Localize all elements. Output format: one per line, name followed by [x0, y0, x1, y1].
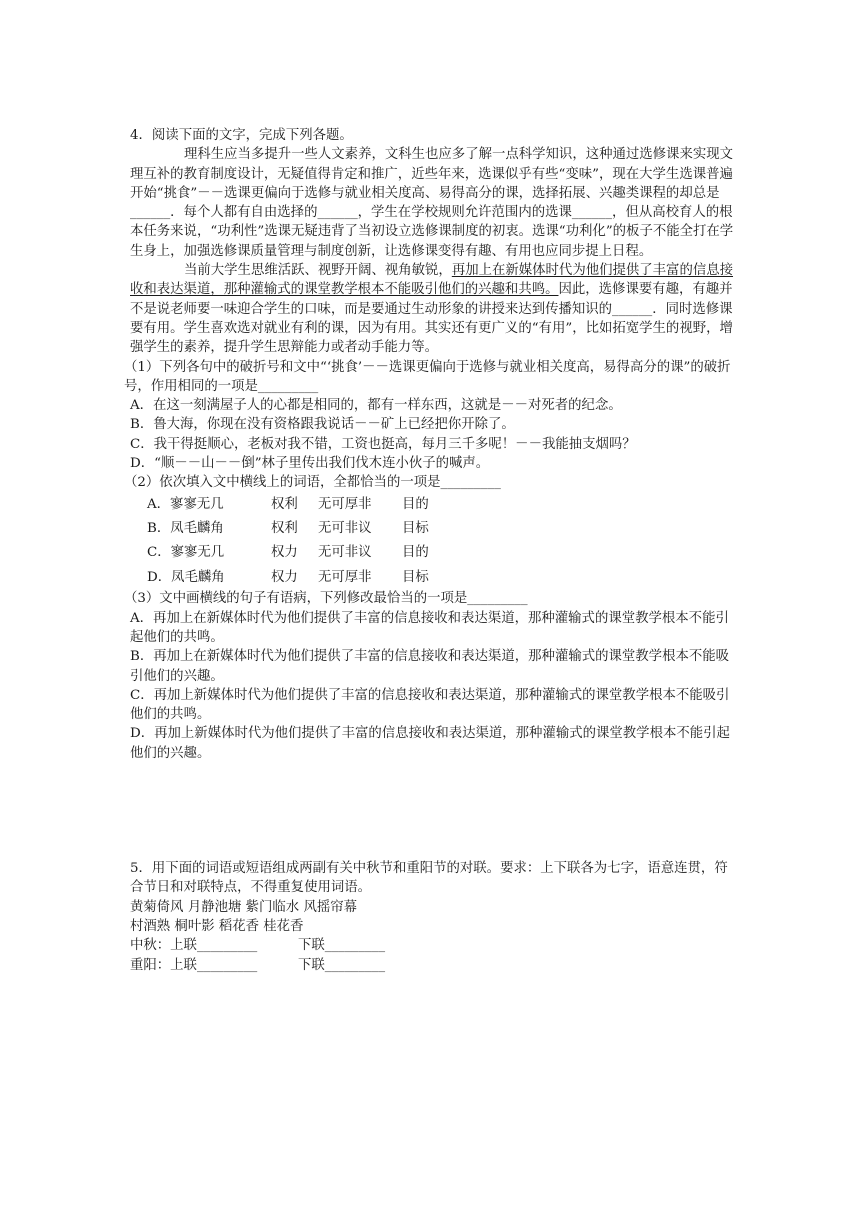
sub-question-3-stem: （3）文中画横线的句子有语病，下列修改最恰当的一项是_________	[124, 591, 528, 607]
sub-question-1-option-a: A．在这一刻满屋子人的心都是相同的，都有一样东西，这就是－－对死者的纪念。	[130, 398, 622, 414]
question-4	[124, 126, 738, 763]
sub-question-3-option-a: A．再加上在新媒体时代为他们提供了丰富的信息接收和表达渠道，那种灌输式的课堂教学根本不能引起他们的共鸣。	[130, 610, 729, 645]
sub-question-2-option-a	[130, 493, 738, 517]
sub-question-3-option-c: C．再加上新媒体时代为他们提供了丰富的信息接收和表达渠道，那种灌输式的课堂教学根本不能吸引他们的共鸣。	[130, 687, 730, 723]
sub-question-3-option-d: D．再加上新媒体时代为他们提供了丰富的信息接收和表达渠道，那种灌输式的课堂教学根本不能引起他们的兴趣。	[130, 726, 730, 761]
sub-question-2-option-c	[130, 541, 738, 565]
question-5-heading: 5．用下面的词语或短语组成两副有关中秋节和重阳节的对联。要求：上下联各为七字，语意连贯，符合节日和对联特点，不得重复使用词语。	[130, 861, 728, 896]
option-word-2: 权利	[271, 497, 298, 513]
sub-question-3-option-b: B．再加上在新媒体时代为他们提供了丰富的信息接收和表达渠道，那种灌输式的课堂教学根本不能吸引他们的兴趣。	[130, 649, 730, 684]
passage-paragraph-2	[130, 261, 738, 357]
chongyang-upper-blank: 重阳：上联_________	[130, 957, 258, 973]
sub-question-1-option-c: C．我干得挺顺心，老板对我不错，工资也挺高，每月三千多呢！－－我能抽支烟吗？	[130, 436, 636, 452]
sub-question-1-stem: （1）下列各句中的破折号和文中“‘挑食’－－选课更偏向于选修与就业相关度高，易得高分的课”的破折号，作用相同的一项是_________	[124, 359, 731, 394]
sub-question-1-option-b: B．鲁大海，你现在没有资格跟我说话－－矿上已经把你开除了。	[130, 417, 515, 433]
paragraph-2-tail: 因此，选修课要有趣，有趣并不是说老师要一味迎合学生的口味，而是要通过生动形象的讲授来达到传播知识的______．同时选修课要有用。学生喜欢选对就业有利的课，因为有用。其实还有更广义的“有用”，比如拓宽学生的视野，增强学生的素养，提升学生思辩能力或者动手能力等。	[130, 282, 733, 356]
option-word-3: 无可厚非	[318, 569, 372, 585]
option-word-1: C．寥寥无几	[147, 545, 225, 561]
option-word-1: A．寥寥无几	[147, 497, 224, 513]
option-word-3: 无可非议	[318, 521, 372, 537]
zhongqiu-upper-blank: 中秋：上联_________	[130, 938, 258, 954]
sub-question-1-option-d: D．“顺－－山－－倒”林子里传出我们伐木连小伙子的喊声。	[130, 456, 490, 472]
zhongqiu-lower-blank: 下联_________	[298, 938, 386, 954]
option-word-2: 权力	[271, 545, 298, 561]
sub-question-2-option-b	[130, 517, 738, 541]
underlined-sentence: 再加上在新媒体时代为他们提供了丰富的信息接收和表达渠道，那种灌输式的课堂教学根本不能吸引他们的兴趣和共鸣。	[130, 263, 734, 298]
option-word-1: D．凤毛麟角	[147, 569, 225, 585]
option-word-4: 目标	[402, 521, 429, 537]
blank-space	[130, 763, 738, 859]
question-4-heading: 4．阅读下面的文字，完成下列各题。	[130, 128, 353, 143]
chongyang-couplet	[130, 956, 738, 975]
word-list-line-1: 黄菊倚风 月静池塘 紫门临水 风摇帘幕	[130, 899, 358, 915]
option-word-2: 权利	[271, 521, 298, 537]
exam-page	[124, 126, 738, 975]
paragraph-2-lead: 当前大学生思维活跃、视野开阔、视角敏锐，	[184, 263, 452, 279]
option-word-4: 目的	[402, 545, 429, 561]
option-word-4: 目的	[402, 497, 429, 513]
sub-question-2-option-d	[130, 565, 738, 589]
word-list-line-2: 村酒熟 桐叶影 稻花香 桂花香	[130, 918, 304, 934]
option-word-3: 无可非议	[318, 545, 372, 561]
chongyang-lower-blank: 下联_________	[298, 957, 386, 973]
zhongqiu-couplet	[130, 936, 738, 955]
question-5	[130, 859, 738, 975]
option-word-4: 目标	[402, 569, 429, 585]
option-word-1: B．凤毛麟角	[147, 521, 224, 537]
passage-paragraph-1: 理科生应当多提升一些人文素养，文科生也应多了解一点科学知识，这种通过选修课来实现文理互补的教育制度设计，无疑值得肯定和推广，近些年来，选课似乎有些“变味”，现在大学生选课普遍开始“挑食”－－选课更偏向于选修与就业相关度高、易得高分的课，选择拓展、兴趣类课程的却总是______．每个人都有自由选择的______，学生在学校规则允许范围内的选课______，但从高校育人的根本任务来说，“功利性”选课无疑违背了当初设立选修课制度的初衷。选课“功利化”的板子不能全打在学生身上，加强选修课质量管理与制度创新，让选修课变得有趣、有用也应同步提上日程。	[130, 147, 734, 259]
option-word-2: 权力	[271, 569, 298, 585]
sub-question-2-stem: （2）依次填入文中横线上的词语，全都恰当的一项是_________	[124, 475, 501, 491]
option-word-3: 无可厚非	[318, 497, 372, 513]
